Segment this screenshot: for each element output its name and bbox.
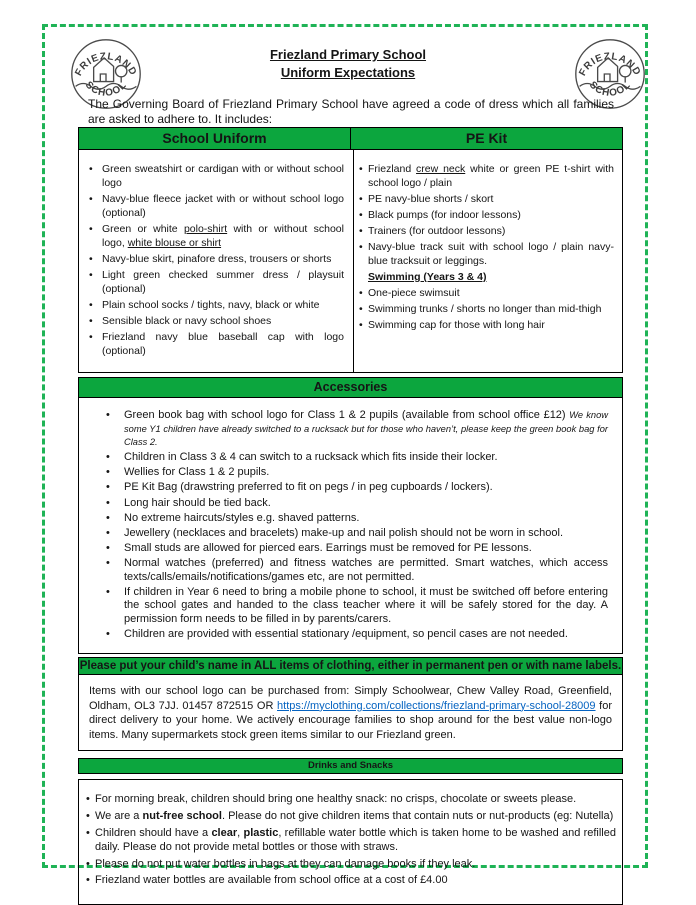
text-segment: Sensible black or navy school shoes: [102, 315, 272, 327]
text-segment: PE navy-blue shorts / skort: [368, 193, 494, 205]
text-segment: We are a: [95, 810, 143, 823]
text-segment: One-piece swimsuit: [368, 287, 460, 299]
bullet-marker: •: [86, 874, 90, 887]
list-item-text: [124, 542, 608, 556]
bullet-marker: •: [89, 193, 93, 205]
text-segment: No extreme haircuts/styles e.g. shaved patterns.: [124, 511, 360, 524]
list-item: [359, 270, 614, 284]
bullet-marker: •: [89, 315, 93, 327]
bullet-marker: •: [106, 556, 110, 569]
text-segment: Friezland water bottles are available from school office at a cost of £4.00: [95, 874, 448, 887]
drinks-snacks-list: [78, 779, 623, 905]
list-item-text: [124, 586, 608, 627]
list-item-text: [368, 270, 614, 284]
bullet-marker: •: [106, 466, 110, 479]
list-item-text: [102, 162, 344, 190]
inline-link[interactable]: https://myclothing.com/collections/friezland-primary-school-28009: [277, 699, 596, 712]
list-item: [106, 481, 608, 495]
list-item: [106, 497, 608, 511]
list-item-text: [368, 162, 614, 190]
list-item-text: [368, 240, 614, 268]
list-item-text: [124, 512, 608, 526]
bullet-marker: •: [359, 241, 363, 253]
list-item-text: [368, 302, 614, 316]
list-item-text: [102, 252, 344, 266]
list-item: [89, 330, 344, 358]
uniform-table-body-row: [78, 150, 623, 373]
list-item: [359, 162, 614, 190]
bullet-marker: •: [106, 451, 110, 464]
bullet-marker: •: [106, 541, 110, 554]
text-segment: Children should have a: [95, 826, 212, 839]
pe-kit-header: PE Kit: [351, 127, 623, 150]
list-item: [106, 466, 608, 480]
bullet-marker: •: [106, 409, 110, 421]
bullet-marker: •: [86, 826, 90, 839]
list-item: [106, 409, 608, 450]
list-item: [359, 286, 614, 300]
list-item: [106, 586, 608, 627]
school-uniform-header: School Uniform: [78, 127, 351, 150]
bullet-marker: •: [89, 223, 93, 235]
list-item: [106, 512, 608, 526]
logo-top-text: FRIEZLAND: [73, 51, 139, 78]
bullet-marker: •: [359, 225, 363, 237]
text-segment: crew neck: [416, 163, 466, 175]
list-item: [359, 224, 614, 238]
list-item: [359, 302, 614, 316]
list-item-text: [124, 628, 608, 642]
text-segment: Green book bag with school logo for Class 1 & 2 pupils (available from school office £12): [124, 409, 570, 421]
text-segment: Navy-blue skirt, pinafore dress, trousers or shorts: [102, 253, 332, 265]
bullet-marker: [359, 270, 368, 284]
list-item-text: [124, 466, 608, 480]
bullet-marker: •: [106, 627, 110, 640]
list-item: [106, 451, 608, 465]
pe-kit-list: [354, 150, 623, 373]
list-item: [89, 298, 344, 312]
bullet-marker: •: [86, 857, 90, 870]
list-item: [359, 240, 614, 268]
list-item: [106, 542, 608, 556]
list-item: [86, 826, 616, 854]
svg-text:FRIEZLAND: FRIEZLAND: [577, 51, 643, 78]
text-segment: . Please do not give children items that contain nuts or nut-products (eg: Nutella): [221, 810, 614, 823]
list-item: [106, 557, 608, 584]
list-item: [89, 252, 344, 266]
list-item: [89, 162, 344, 190]
list-item: [89, 192, 344, 220]
logo-bottom-text: SCHOOL: [82, 79, 130, 99]
list-item-text: [102, 192, 344, 220]
list-item-text: [368, 318, 614, 332]
text-segment: Small studs are allowed for pierced ears. Earrings must be removed for PE lessons.: [124, 541, 532, 554]
bullet-marker: •: [359, 209, 363, 221]
list-item-text: [102, 222, 344, 250]
uniform-table-header-row: [78, 127, 623, 150]
text-segment: Plain school socks / tights, navy, black or white: [102, 299, 320, 311]
list-item: [86, 873, 616, 887]
list-item: [86, 857, 616, 871]
bullet-marker: •: [106, 511, 110, 524]
list-item: [86, 809, 616, 823]
list-item: [106, 628, 608, 642]
list-item-text: [124, 557, 608, 584]
bullet-marker: •: [359, 319, 363, 331]
bullet-marker: •: [89, 253, 93, 265]
text-segment: Swimming trunks / shorts no longer than mid-thigh: [368, 303, 602, 315]
list-item: [89, 222, 344, 250]
bullet-marker: •: [359, 303, 363, 315]
text-segment: Swimming (Years 3 & 4): [368, 271, 487, 283]
text-segment: Items with our school logo can be purchased from: Simply Schoolwear, Chew Valley Road, Greenfield, Oldham, OL3 7JJ. 01457 872515 OR: [89, 685, 612, 712]
accessories-header: Accessories: [78, 377, 623, 398]
bullet-marker: •: [106, 585, 110, 598]
list-item-text: [124, 409, 608, 450]
svg-text:SCHOOL: SCHOOL: [586, 79, 634, 99]
text-segment: Swimming cap for those with long hair: [368, 319, 545, 331]
list-item-text: [368, 224, 614, 238]
text-segment: Children in Class 3 & 4 can switch to a rucksack which fits inside their locker.: [124, 451, 498, 464]
bullet-marker: •: [89, 331, 93, 343]
list-item-text: [368, 208, 614, 222]
text-segment: For morning break, children should bring one healthy snack: no crisps, chocolate or sweets please.: [95, 793, 577, 806]
bullet-marker: •: [86, 793, 90, 806]
text-segment: Long hair should be tied back.: [124, 496, 271, 509]
title-line-2: Uniform Expectations: [280, 65, 416, 80]
bullet-marker: •: [359, 287, 363, 299]
text-segment: Trainers (for outdoor lessons): [368, 225, 506, 237]
uniform-table: [78, 127, 623, 373]
text-segment: clear: [211, 826, 238, 839]
list-item: [89, 268, 344, 296]
list-item: [86, 792, 616, 806]
bullet-marker: •: [86, 810, 90, 823]
purchase-info-paragraph: [78, 675, 623, 751]
list-item: [359, 192, 614, 206]
page-title: [148, 46, 548, 82]
list-item: [359, 208, 614, 222]
list-item-text: [95, 809, 616, 823]
text-segment: ,: [237, 826, 244, 839]
text-segment: Wellies for Class 1 & 2 pupils.: [124, 466, 270, 479]
bullet-marker: •: [106, 496, 110, 509]
text-segment: Navy-blue fleece jacket with or without school logo (optional): [102, 193, 344, 219]
list-item-text: [95, 857, 616, 871]
list-item-text: [95, 873, 616, 887]
list-item-text: [102, 330, 344, 358]
text-segment: polo-shirt: [183, 223, 228, 235]
text-segment: Friezland: [368, 163, 417, 175]
bullet-marker: •: [359, 193, 363, 205]
text-segment: We know some Y1 children have already switched to a rucksack but for those who haven’t, please keep the green book bag for Class 2.: [124, 410, 608, 448]
list-item-text: [95, 792, 616, 806]
bullet-marker: •: [106, 481, 110, 494]
list-item-text: [368, 286, 614, 300]
list-item-text: [102, 298, 344, 312]
document-body: [78, 127, 623, 905]
text-segment: white blouse or shirt: [127, 237, 222, 249]
bullet-marker: •: [359, 163, 363, 175]
bullet-marker: •: [89, 299, 93, 311]
text-segment: Normal watches (preferred) and fitness watches are permitted. Smart watches, which access texts/calls/emails/notifications/games etc, are not permitted.: [124, 556, 608, 583]
list-item-text: [368, 192, 614, 206]
list-item-text: [124, 527, 608, 541]
accessories-list: [78, 398, 623, 654]
drinks-snacks-header: Drinks and Snacks: [78, 758, 623, 774]
text-segment: plastic: [243, 826, 279, 839]
text-segment: , refillable water bottle which is taken home to be washed and refilled daily. Please do not provide metal bottles or those with straws.: [95, 826, 616, 853]
text-segment: Friezland navy blue baseball cap with logo (optional): [102, 331, 344, 357]
text-segment: Children are provided with essential stationary /equipment, so pencil cases are not needed.: [124, 627, 568, 640]
name-labels-banner: Please put your child’s name in ALL items of clothing, either in permanent pen or with name labels.: [78, 657, 623, 675]
text-segment: Green sweatshirt or cardigan with or without school logo: [102, 163, 344, 189]
list-item: [106, 527, 608, 541]
list-item-text: [124, 451, 608, 465]
title-line-1: Friezland Primary School: [269, 47, 427, 62]
text-segment: with or without school logo,: [102, 223, 344, 249]
text-segment: nut-free school: [142, 810, 222, 823]
bullet-marker: •: [106, 526, 110, 539]
intro-paragraph: The Governing Board of Friezland Primary School have agreed a code of dress which all families are asked to adhere to. It includes:: [88, 97, 614, 126]
list-item-text: [95, 826, 616, 854]
text-segment: Jewellery (necklaces and bracelets) make-up and nail polish should not be worn in school.: [124, 526, 564, 539]
list-item: [89, 314, 344, 328]
text-segment: for direct delivery to your home. We actively encourage families to shop around for the best value non-logo items. Many supermarkets stock green items similar to our Friezland green.: [89, 699, 612, 741]
text-segment: Navy-blue track suit with school logo / plain navy-blue tracksuit or leggings.: [368, 241, 614, 267]
text-segment: Black pumps (for indoor lessons): [368, 209, 521, 221]
list-item-text: [102, 268, 344, 296]
list-item-text: [124, 481, 608, 495]
text-segment: If children in Year 6 need to bring a mobile phone to school, it must be switched off before entering the school gates and handed to the class teacher where it will be safely stored for the day. A permission form needs to be filled in by parents/carers.: [124, 585, 608, 625]
text-segment: Green or white: [102, 223, 184, 235]
list-item-text: [102, 314, 344, 328]
text-segment: PE Kit Bag (drawstring preferred to fit on pegs / in peg cupboards / lockers).: [124, 481, 493, 494]
text-segment: Light green checked summer dress / playsuit (optional): [102, 269, 344, 295]
bullet-marker: •: [89, 269, 93, 281]
text-segment: Please do not put water bottles in bags at they can damage books if they leak.: [95, 857, 476, 870]
text-segment: white or green PE t-shirt with school logo / plain: [368, 163, 614, 189]
school-uniform-list: [78, 150, 354, 373]
list-item-text: [124, 497, 608, 511]
bullet-marker: •: [89, 163, 93, 175]
list-item: [359, 318, 614, 332]
